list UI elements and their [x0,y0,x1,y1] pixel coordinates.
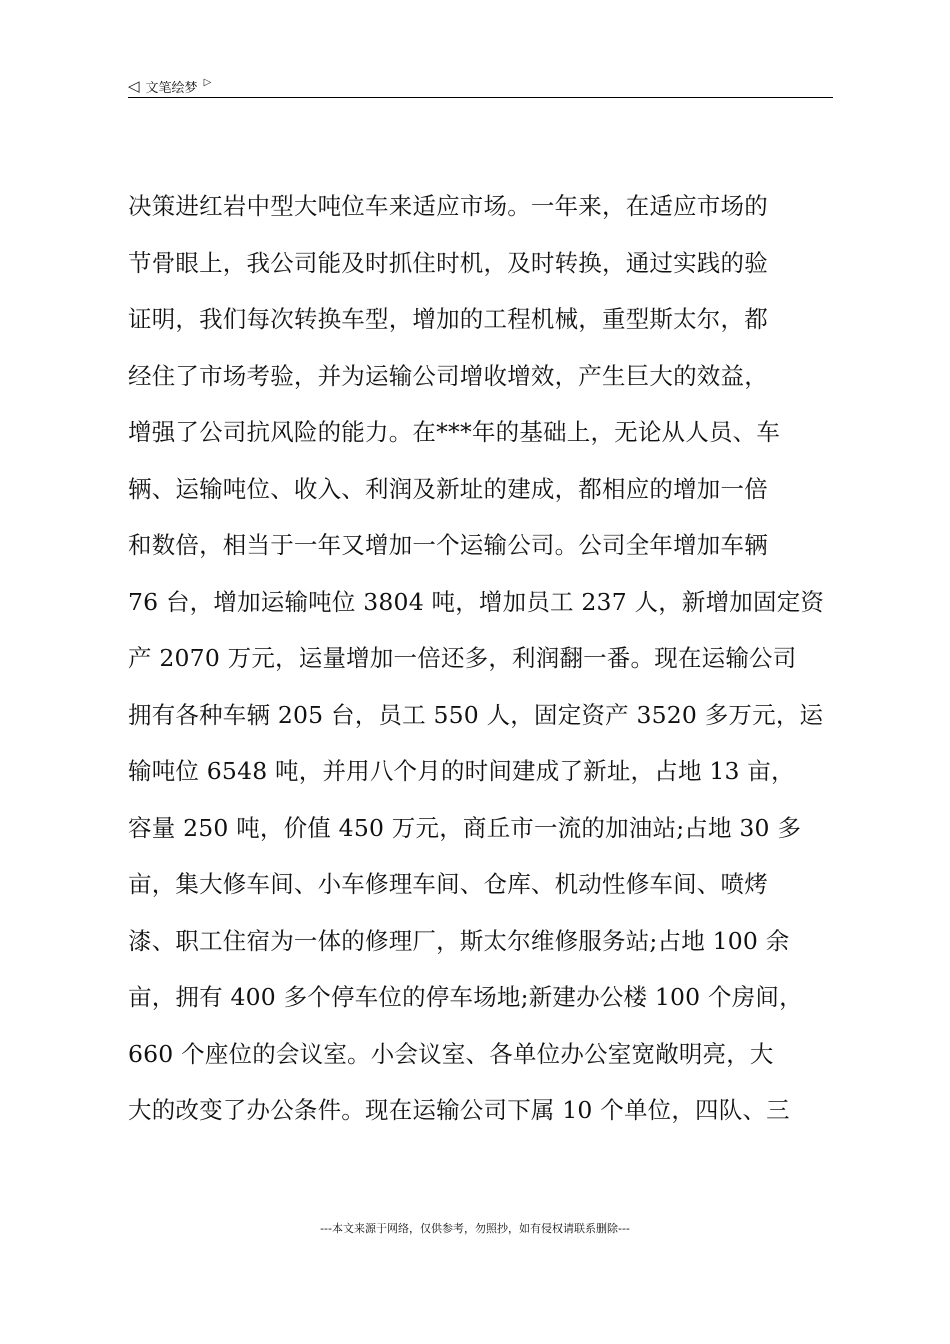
text-line: 漆、职工住宿为一体的修理厂，斯太尔维修服务站;占地 100 余 [128,926,790,955]
text-line: 亩，集大修车间、小车修理车间、仓库、机动性修车间、喷烤 [128,870,768,898]
header-divider [128,97,833,98]
text-line: 亩，拥有 400 多个停车位的停车场地;新建办公楼 100 个房间， [128,983,803,1011]
triangle-right-icon: ▷ [203,77,212,88]
text-line: 拥有各种车辆 205 台，员工 550 人，固定资产 3520 多万元，运 [128,700,824,729]
body-paragraph [128,186,833,1147]
text-line: 输吨位 6548 吨，并用八个月的时间建成了新址，占地 13 亩， [128,757,795,785]
text-line: 大的改变了办公条件。现在运输公司下属 10 个单位，四队、三 [128,1096,790,1124]
triangle-left-icon: ◁ [128,76,140,95]
text-line: 和数倍，相当于一年又增加一个运输公司。公司全年增加车辆 [128,531,768,559]
text-line: 产 2070 万元，运量增加一倍还多，利润翻一番。现在运输公司 [128,644,797,672]
text-line: 决策进红岩中型大吨位车来适应市场。一年来，在适应市场的 [128,192,768,220]
document-header [128,74,833,98]
text-line: 辆、运输吨位、收入、利润及新址的建成，都相应的增加一倍 [128,474,768,503]
text-line: 容量 250 吨，价值 450 万元，商丘市一流的加油站;占地 30 多 [128,813,802,842]
text-line: 增强了公司抗风险的能力。在***年的基础上，无论从人员、车 [128,418,781,446]
footer-disclaimer: ---本文来源于网络，仅供参考，勿照抄，如有侵权请联系删除--- [320,1222,630,1235]
text-line: 660 个座位的会议室。小会议室、各单位办公室宽敞明亮，大 [128,1039,774,1068]
text-line: 76 台，增加运输吨位 3804 吨，增加员工 237 人，新增加固定资 [128,587,825,616]
header-title: 文笔绘梦 [145,80,198,96]
text-line: 经住了市场考验，并为运输公司增收增效，产生巨大的效益， [128,361,768,390]
text-line: 证明，我们每次转换车型，增加的工程机械，重型斯太尔，都 [128,305,768,333]
text-line: 节骨眼上，我公司能及时抓住时机，及时转换，通过实践的验 [128,248,768,277]
